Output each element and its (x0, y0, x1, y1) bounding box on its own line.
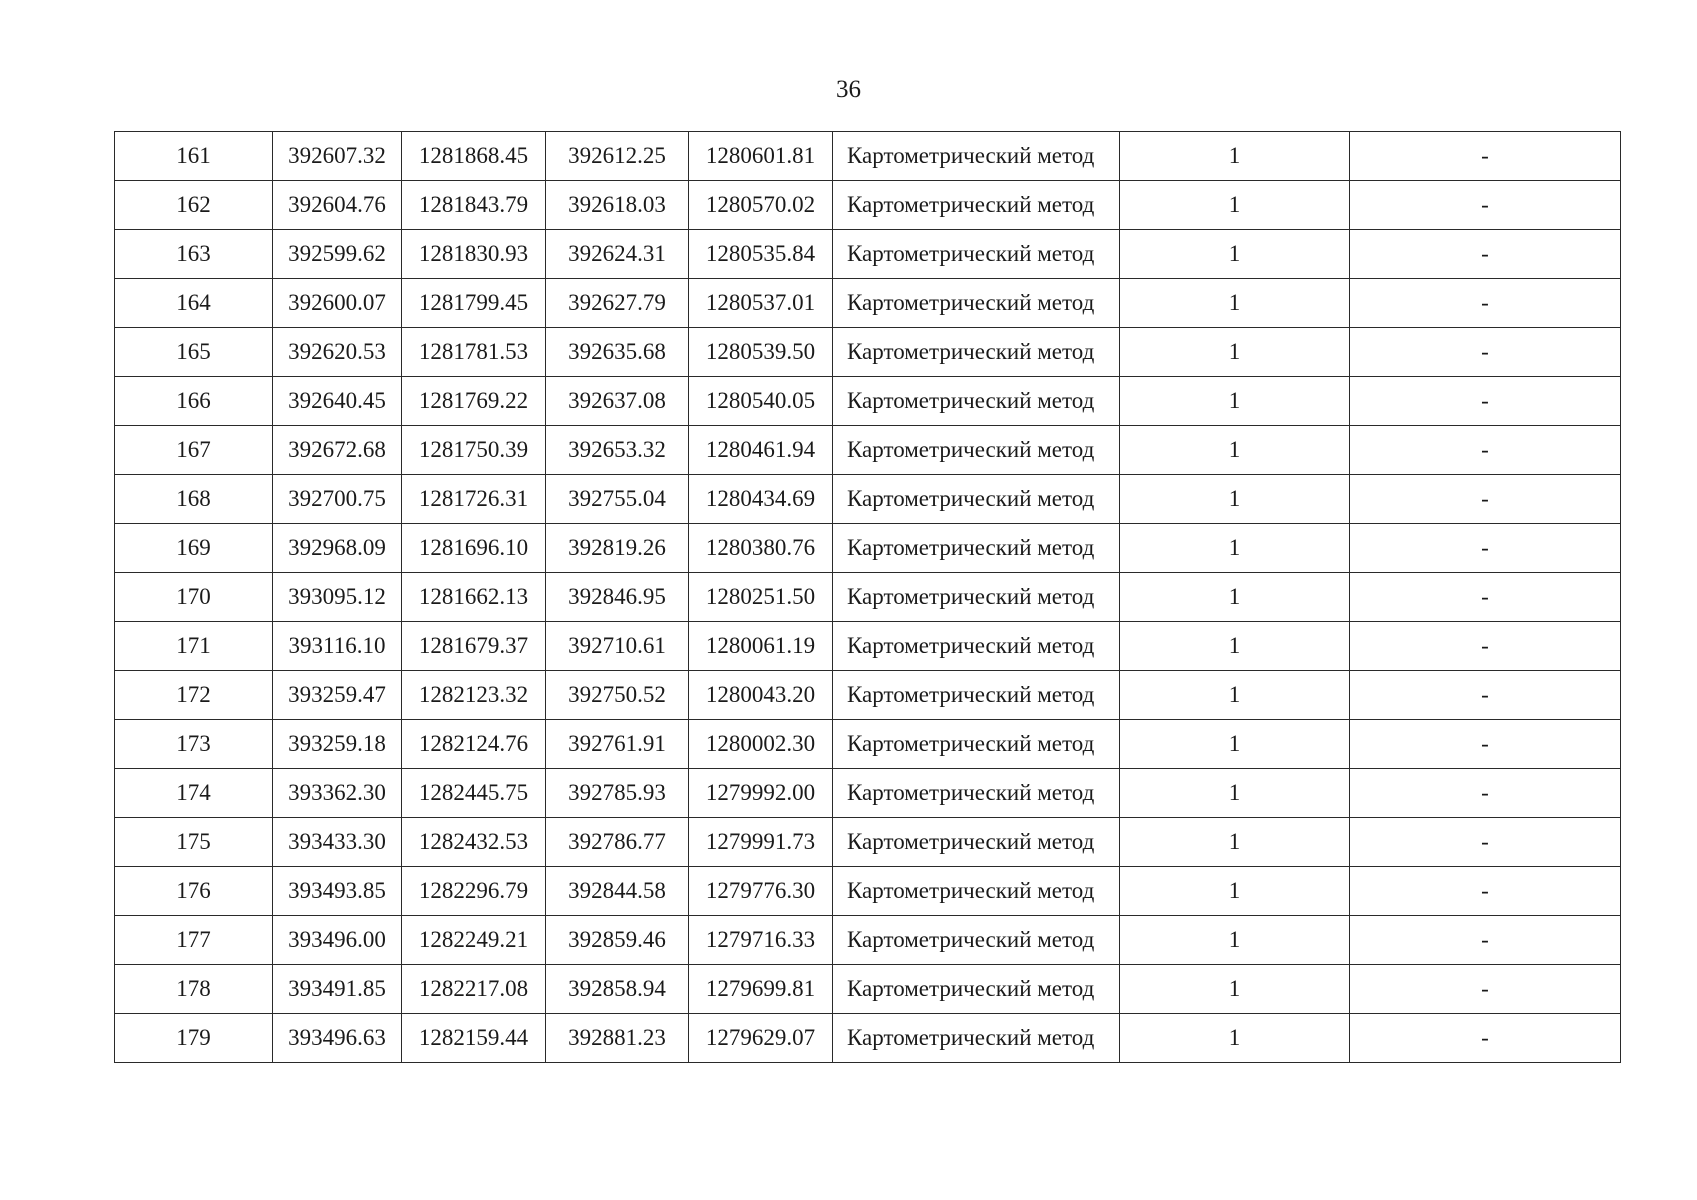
x-existing-cell: 393095.12 (273, 573, 402, 622)
table-body (115, 132, 1621, 1063)
method-cell: Картометрический метод (833, 230, 1120, 279)
point-number-cell: 178 (115, 965, 273, 1014)
description-cell: - (1350, 916, 1621, 965)
description-cell: - (1350, 377, 1621, 426)
point-number-cell: 163 (115, 230, 273, 279)
y-new-cell: 1280537.01 (689, 279, 833, 328)
accuracy-cell: 1 (1120, 916, 1350, 965)
y-existing-cell: 1282296.79 (402, 867, 546, 916)
accuracy-cell: 1 (1120, 1014, 1350, 1063)
method-cell: Картометрический метод (833, 181, 1120, 230)
x-new-cell: 392624.31 (546, 230, 689, 279)
table-row (115, 671, 1621, 720)
table-row (115, 965, 1621, 1014)
method-cell: Картометрический метод (833, 622, 1120, 671)
x-new-cell: 392710.61 (546, 622, 689, 671)
y-existing-cell: 1282124.76 (402, 720, 546, 769)
description-cell: - (1350, 475, 1621, 524)
x-existing-cell: 392968.09 (273, 524, 402, 573)
y-new-cell: 1280043.20 (689, 671, 833, 720)
y-existing-cell: 1281662.13 (402, 573, 546, 622)
description-cell: - (1350, 965, 1621, 1014)
x-new-cell: 392612.25 (546, 132, 689, 181)
y-existing-cell: 1281781.53 (402, 328, 546, 377)
y-new-cell: 1280251.50 (689, 573, 833, 622)
y-new-cell: 1280601.81 (689, 132, 833, 181)
page-number: 36 (836, 76, 861, 103)
point-number-cell: 161 (115, 132, 273, 181)
accuracy-cell: 1 (1120, 475, 1350, 524)
point-number-cell: 173 (115, 720, 273, 769)
accuracy-cell: 1 (1120, 328, 1350, 377)
y-new-cell: 1280535.84 (689, 230, 833, 279)
x-existing-cell: 392672.68 (273, 426, 402, 475)
accuracy-cell: 1 (1120, 867, 1350, 916)
description-cell: - (1350, 230, 1621, 279)
point-number-cell: 176 (115, 867, 273, 916)
y-new-cell: 1279716.33 (689, 916, 833, 965)
point-number-cell: 171 (115, 622, 273, 671)
method-cell: Картометрический метод (833, 524, 1120, 573)
table-row (115, 1014, 1621, 1063)
x-new-cell: 392627.79 (546, 279, 689, 328)
table-row (115, 377, 1621, 426)
accuracy-cell: 1 (1120, 426, 1350, 475)
x-new-cell: 392637.08 (546, 377, 689, 426)
accuracy-cell: 1 (1120, 524, 1350, 573)
y-existing-cell: 1281750.39 (402, 426, 546, 475)
y-new-cell: 1279629.07 (689, 1014, 833, 1063)
x-existing-cell: 393259.18 (273, 720, 402, 769)
y-existing-cell: 1282445.75 (402, 769, 546, 818)
point-number-cell: 164 (115, 279, 273, 328)
accuracy-cell: 1 (1120, 279, 1350, 328)
x-new-cell: 392859.46 (546, 916, 689, 965)
x-existing-cell: 392700.75 (273, 475, 402, 524)
description-cell: - (1350, 426, 1621, 475)
x-existing-cell: 393491.85 (273, 965, 402, 1014)
table-row (115, 720, 1621, 769)
point-number-cell: 165 (115, 328, 273, 377)
y-new-cell: 1279991.73 (689, 818, 833, 867)
x-new-cell: 392618.03 (546, 181, 689, 230)
point-number-cell: 166 (115, 377, 273, 426)
point-number-cell: 168 (115, 475, 273, 524)
x-new-cell: 392881.23 (546, 1014, 689, 1063)
accuracy-cell: 1 (1120, 181, 1350, 230)
accuracy-cell: 1 (1120, 377, 1350, 426)
y-new-cell: 1279699.81 (689, 965, 833, 1014)
method-cell: Картометрический метод (833, 328, 1120, 377)
table-row (115, 181, 1621, 230)
description-cell: - (1350, 769, 1621, 818)
y-existing-cell: 1281868.45 (402, 132, 546, 181)
table-row (115, 916, 1621, 965)
x-new-cell: 392755.04 (546, 475, 689, 524)
x-existing-cell: 393362.30 (273, 769, 402, 818)
y-existing-cell: 1281679.37 (402, 622, 546, 671)
description-cell: - (1350, 818, 1621, 867)
accuracy-cell: 1 (1120, 230, 1350, 279)
description-cell: - (1350, 1014, 1621, 1063)
point-number-cell: 170 (115, 573, 273, 622)
point-number-cell: 174 (115, 769, 273, 818)
method-cell: Картометрический метод (833, 916, 1120, 965)
accuracy-cell: 1 (1120, 769, 1350, 818)
table-row (115, 622, 1621, 671)
method-cell: Картометрический метод (833, 818, 1120, 867)
method-cell: Картометрический метод (833, 279, 1120, 328)
y-existing-cell: 1282123.32 (402, 671, 546, 720)
x-existing-cell: 392604.76 (273, 181, 402, 230)
table-row (115, 867, 1621, 916)
y-new-cell: 1279992.00 (689, 769, 833, 818)
method-cell: Картометрический метод (833, 132, 1120, 181)
y-existing-cell: 1281726.31 (402, 475, 546, 524)
y-existing-cell: 1282217.08 (402, 965, 546, 1014)
y-existing-cell: 1281843.79 (402, 181, 546, 230)
y-existing-cell: 1282159.44 (402, 1014, 546, 1063)
point-number-cell: 169 (115, 524, 273, 573)
accuracy-cell: 1 (1120, 720, 1350, 769)
y-new-cell: 1280434.69 (689, 475, 833, 524)
method-cell: Картометрический метод (833, 475, 1120, 524)
accuracy-cell: 1 (1120, 965, 1350, 1014)
description-cell: - (1350, 181, 1621, 230)
description-cell: - (1350, 720, 1621, 769)
accuracy-cell: 1 (1120, 132, 1350, 181)
point-number-cell: 177 (115, 916, 273, 965)
coordinates-table (114, 131, 1621, 1063)
y-existing-cell: 1282432.53 (402, 818, 546, 867)
x-new-cell: 392819.26 (546, 524, 689, 573)
description-cell: - (1350, 524, 1621, 573)
y-new-cell: 1280002.30 (689, 720, 833, 769)
x-existing-cell: 393116.10 (273, 622, 402, 671)
point-number-cell: 179 (115, 1014, 273, 1063)
point-number-cell: 175 (115, 818, 273, 867)
method-cell: Картометрический метод (833, 671, 1120, 720)
accuracy-cell: 1 (1120, 622, 1350, 671)
method-cell: Картометрический метод (833, 769, 1120, 818)
method-cell: Картометрический метод (833, 1014, 1120, 1063)
description-cell: - (1350, 867, 1621, 916)
x-existing-cell: 393259.47 (273, 671, 402, 720)
table-row (115, 132, 1621, 181)
table-row (115, 426, 1621, 475)
method-cell: Картометрический метод (833, 867, 1120, 916)
description-cell: - (1350, 132, 1621, 181)
x-new-cell: 392785.93 (546, 769, 689, 818)
y-new-cell: 1280540.05 (689, 377, 833, 426)
y-existing-cell: 1281799.45 (402, 279, 546, 328)
x-existing-cell: 392600.07 (273, 279, 402, 328)
description-cell: - (1350, 328, 1621, 377)
table-row (115, 818, 1621, 867)
y-existing-cell: 1282249.21 (402, 916, 546, 965)
y-new-cell: 1279776.30 (689, 867, 833, 916)
x-new-cell: 392786.77 (546, 818, 689, 867)
x-new-cell: 392653.32 (546, 426, 689, 475)
y-existing-cell: 1281769.22 (402, 377, 546, 426)
x-new-cell: 392750.52 (546, 671, 689, 720)
x-new-cell: 392846.95 (546, 573, 689, 622)
description-cell: - (1350, 279, 1621, 328)
description-cell: - (1350, 671, 1621, 720)
description-cell: - (1350, 573, 1621, 622)
table-row (115, 573, 1621, 622)
table-row (115, 328, 1621, 377)
method-cell: Картометрический метод (833, 426, 1120, 475)
x-existing-cell: 393433.30 (273, 818, 402, 867)
y-new-cell: 1280061.19 (689, 622, 833, 671)
x-new-cell: 392635.68 (546, 328, 689, 377)
y-new-cell: 1280380.76 (689, 524, 833, 573)
accuracy-cell: 1 (1120, 818, 1350, 867)
x-existing-cell: 393496.63 (273, 1014, 402, 1063)
y-new-cell: 1280461.94 (689, 426, 833, 475)
point-number-cell: 167 (115, 426, 273, 475)
y-new-cell: 1280570.02 (689, 181, 833, 230)
y-existing-cell: 1281696.10 (402, 524, 546, 573)
y-existing-cell: 1281830.93 (402, 230, 546, 279)
accuracy-cell: 1 (1120, 671, 1350, 720)
x-new-cell: 392844.58 (546, 867, 689, 916)
accuracy-cell: 1 (1120, 573, 1350, 622)
x-existing-cell: 392640.45 (273, 377, 402, 426)
table-row (115, 524, 1621, 573)
point-number-cell: 162 (115, 181, 273, 230)
x-existing-cell: 393496.00 (273, 916, 402, 965)
point-number-cell: 172 (115, 671, 273, 720)
x-existing-cell: 393493.85 (273, 867, 402, 916)
x-existing-cell: 392607.32 (273, 132, 402, 181)
x-new-cell: 392858.94 (546, 965, 689, 1014)
x-existing-cell: 392599.62 (273, 230, 402, 279)
x-new-cell: 392761.91 (546, 720, 689, 769)
table-row (115, 769, 1621, 818)
table-row (115, 230, 1621, 279)
method-cell: Картометрический метод (833, 965, 1120, 1014)
method-cell: Картометрический метод (833, 573, 1120, 622)
table-row (115, 279, 1621, 328)
method-cell: Картометрический метод (833, 720, 1120, 769)
x-existing-cell: 392620.53 (273, 328, 402, 377)
table-row (115, 475, 1621, 524)
y-new-cell: 1280539.50 (689, 328, 833, 377)
description-cell: - (1350, 622, 1621, 671)
method-cell: Картометрический метод (833, 377, 1120, 426)
